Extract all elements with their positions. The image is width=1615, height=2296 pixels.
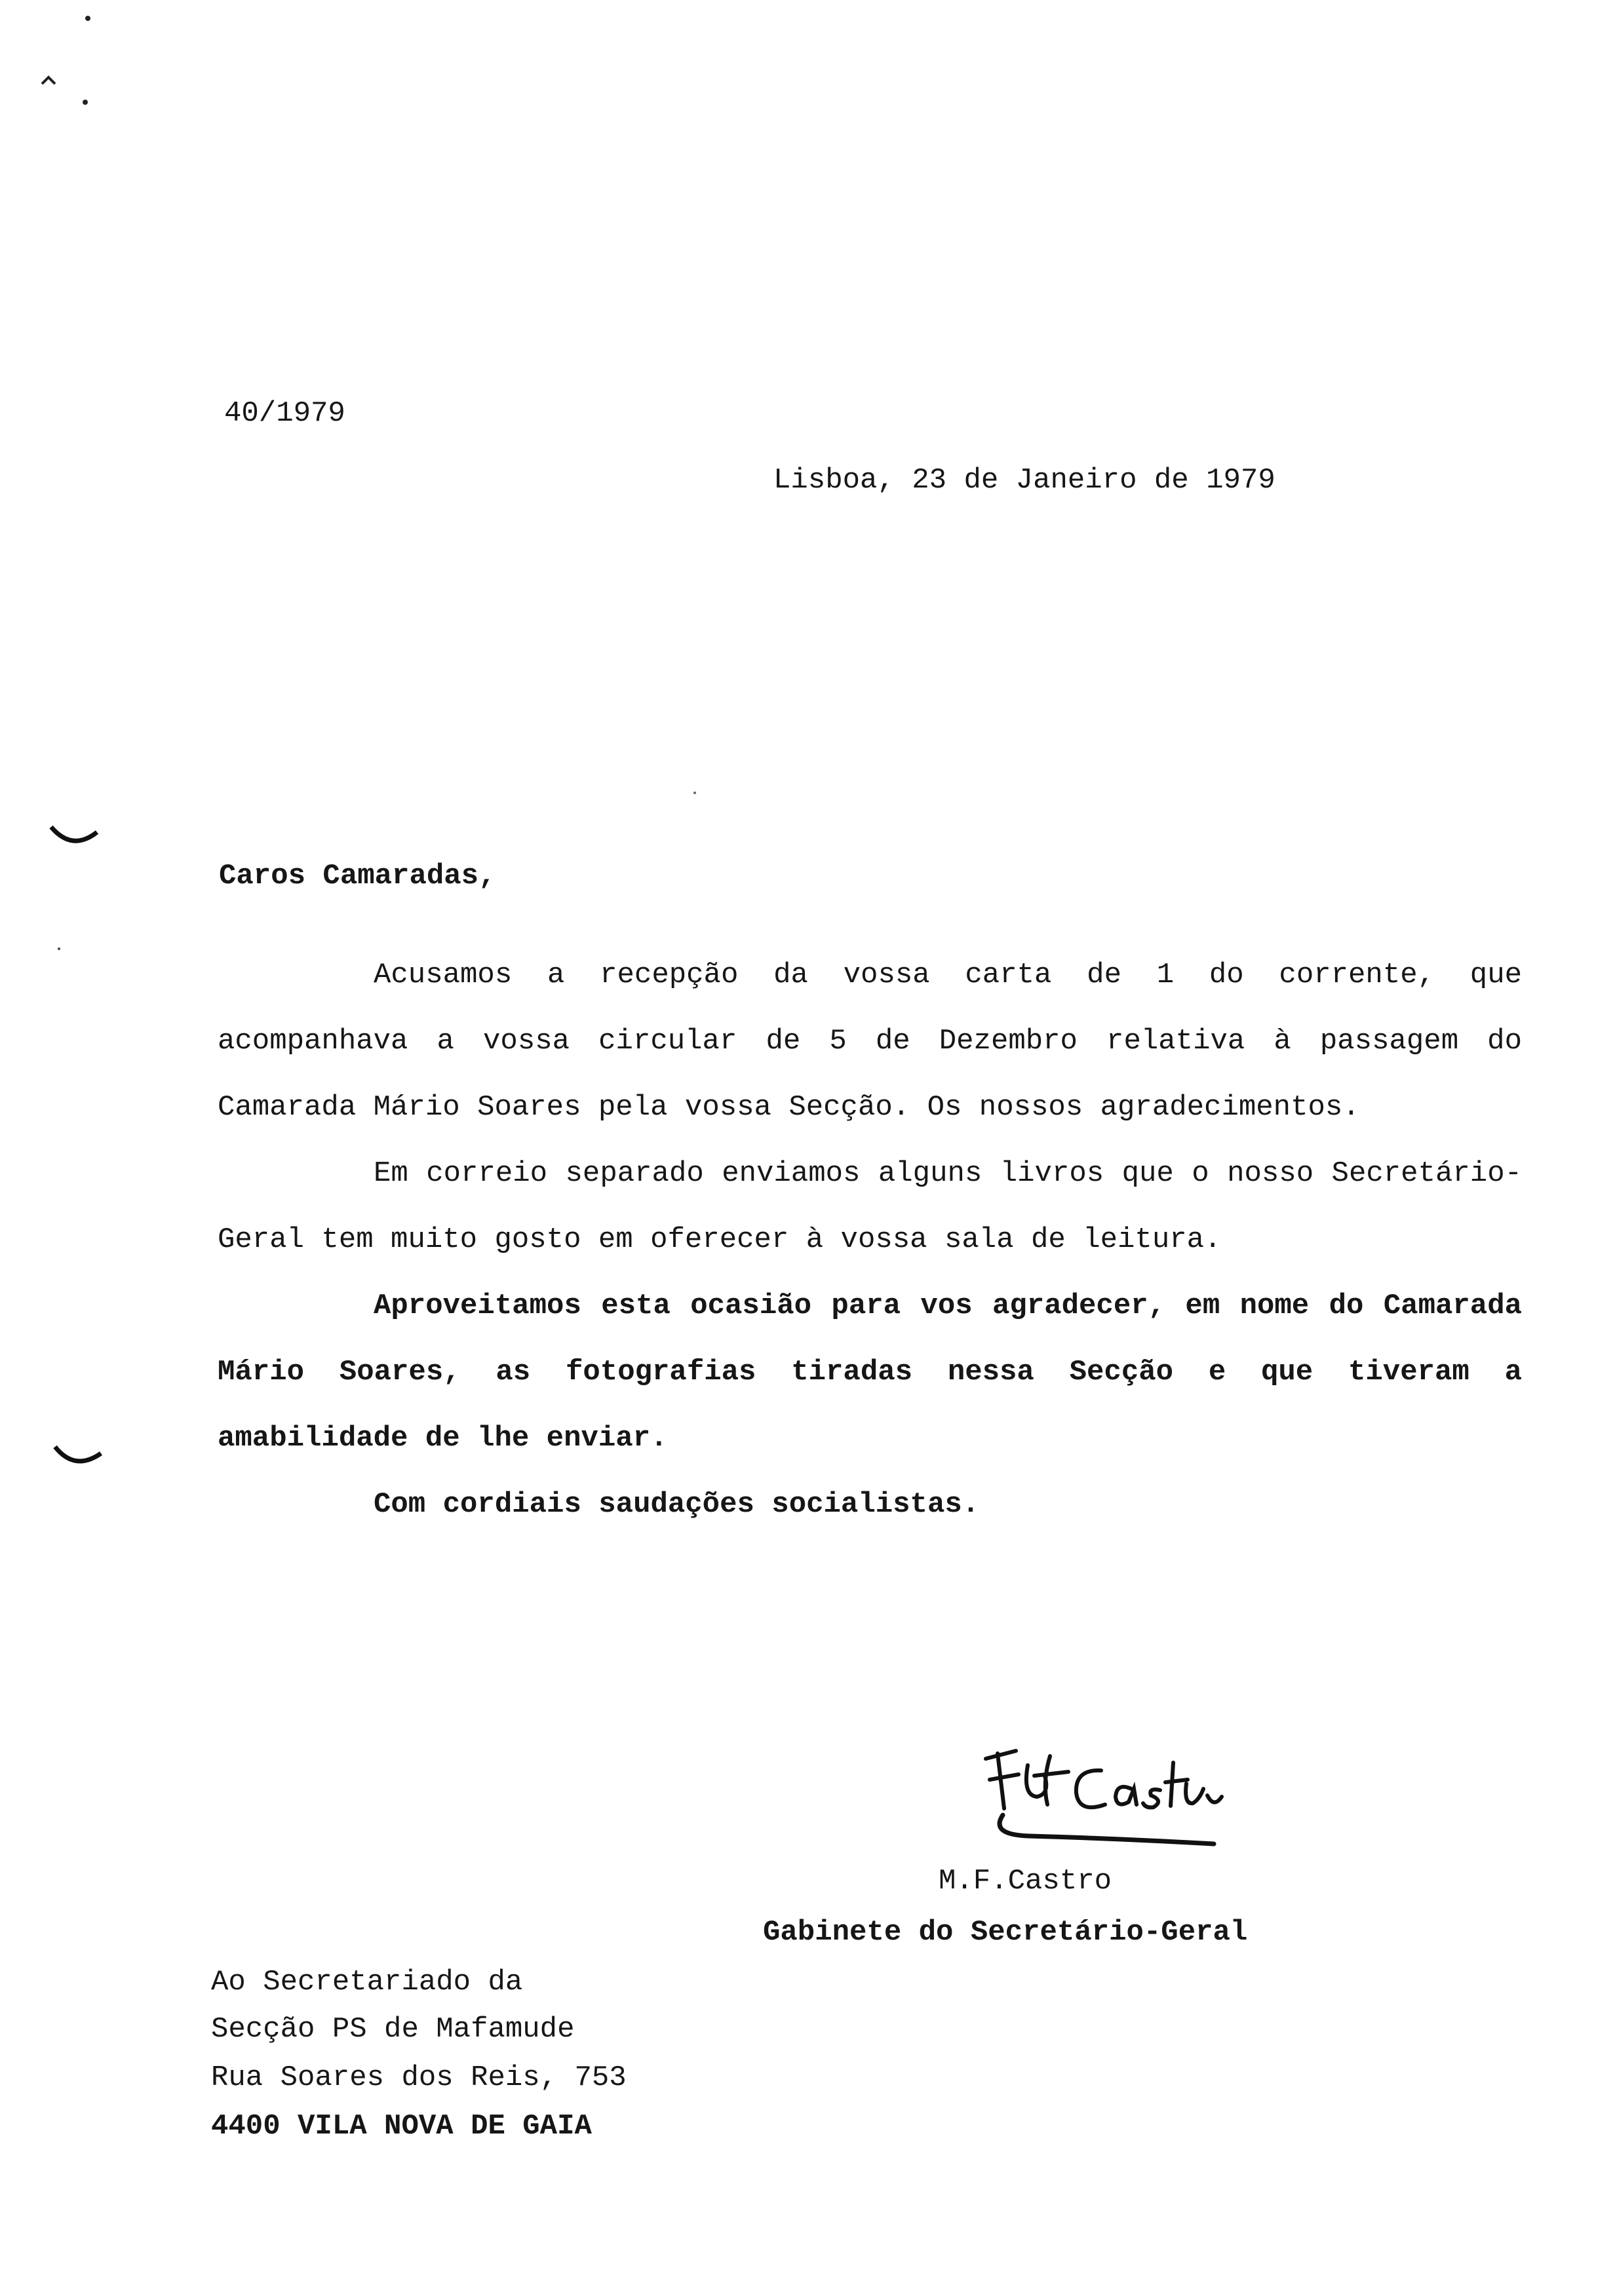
- address-line-1: Ao Secretariado da: [211, 1966, 523, 1999]
- paragraph-1: Acusamos a recepção da vossa carta de 1 do corrente, que acompanhava a vossa circular de 5 de Dezembro relativa à passagem do Camarada Mário Soares pela vossa Secção. Os nossos agradecimentos.: [218, 959, 1522, 1124]
- reference-number: 40/1979: [224, 397, 345, 430]
- address-line-3: Rua Soares dos Reis, 753: [211, 2061, 627, 2094]
- paragraph-3: Aproveitamos esta ocasião para vos agradecer, em nome do Camarada Mário Soares, as fotografias tiradas nessa Secção e que tiveram a amabilidade de lhe enviar.: [218, 1290, 1522, 1455]
- address-line-4: 4400 VILA NOVA DE GAIA: [211, 2110, 592, 2143]
- letter-body: [218, 942, 1522, 1538]
- date-line: Lisboa, 23 de Janeiro de 1979: [773, 464, 1275, 497]
- salutation: Caros Camaradas,: [219, 860, 496, 892]
- handwritten-signature: [977, 1736, 1252, 1861]
- signature-title: Gabinete do Secretário-Geral: [763, 1916, 1248, 1949]
- signature-name: M.F.Castro: [939, 1865, 1112, 1898]
- address-line-2: Secção PS de Mafamude: [211, 2013, 575, 2046]
- closing: Com cordiais saudações socialistas.: [374, 1488, 980, 1521]
- paragraph-2: Em correio separado enviamos alguns livros que o nosso Secretário-Geral tem muito gosto em oferecer à vossa sala de leitura.: [218, 1157, 1522, 1256]
